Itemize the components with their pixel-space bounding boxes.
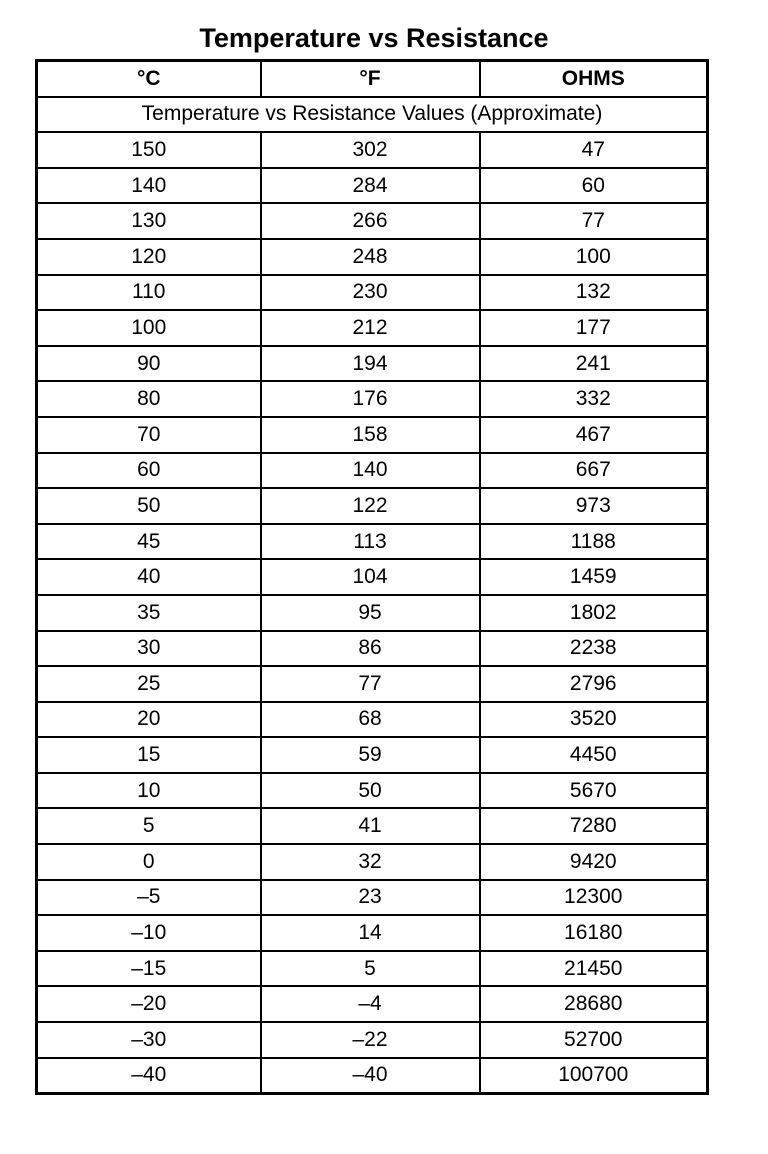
table-row [37, 595, 708, 631]
ohms-cell: 100700 [480, 1058, 708, 1094]
table-row [37, 666, 708, 702]
ohms-cell: 973 [480, 488, 708, 524]
table-row [37, 488, 708, 524]
ohms-cell: 332 [480, 381, 708, 417]
celsius-cell: 80 [37, 381, 261, 417]
celsius-cell: –30 [37, 1022, 261, 1058]
fahrenheit-cell: 266 [261, 203, 480, 239]
table-row [37, 524, 708, 560]
ohms-cell: 28680 [480, 986, 708, 1022]
page-title: Temperature vs Resistance [199, 23, 549, 53]
fahrenheit-cell: 14 [261, 915, 480, 951]
temperature-resistance-table [35, 59, 709, 1095]
fahrenheit-cell: 68 [261, 702, 480, 738]
celsius-cell: 140 [37, 168, 261, 204]
fahrenheit-cell: 5 [261, 951, 480, 987]
celsius-cell: 10 [37, 773, 261, 809]
celsius-cell: 25 [37, 666, 261, 702]
table-row [37, 203, 708, 239]
fahrenheit-cell: –22 [261, 1022, 480, 1058]
ohms-cell: 12300 [480, 880, 708, 916]
table-row [37, 737, 708, 773]
ohms-cell: 4450 [480, 737, 708, 773]
celsius-cell: 0 [37, 844, 261, 880]
ohms-cell: 1188 [480, 524, 708, 560]
table-row [37, 986, 708, 1022]
celsius-cell: 15 [37, 737, 261, 773]
table-row [37, 559, 708, 595]
ohms-cell: 3520 [480, 702, 708, 738]
ohms-cell: 52700 [480, 1022, 708, 1058]
fahrenheit-cell: 140 [261, 453, 480, 489]
table-row [37, 239, 708, 275]
table-row [37, 844, 708, 880]
celsius-cell: 20 [37, 702, 261, 738]
ohms-cell: 132 [480, 275, 708, 311]
table-row [37, 346, 708, 382]
ohms-cell: 1459 [480, 559, 708, 595]
ohms-cell: 100 [480, 239, 708, 275]
fahrenheit-cell: 77 [261, 666, 480, 702]
celsius-cell: 35 [37, 595, 261, 631]
table-row [37, 631, 708, 667]
ohms-cell: 47 [480, 132, 708, 168]
fahrenheit-cell: –40 [261, 1058, 480, 1094]
fahrenheit-cell: 194 [261, 346, 480, 382]
ohms-cell: 60 [480, 168, 708, 204]
table-row [37, 880, 708, 916]
celsius-cell: 40 [37, 559, 261, 595]
celsius-cell: –5 [37, 880, 261, 916]
ohms-cell: 21450 [480, 951, 708, 987]
celsius-cell: –40 [37, 1058, 261, 1094]
fahrenheit-cell: 32 [261, 844, 480, 880]
celsius-cell: 5 [37, 808, 261, 844]
celsius-cell: 45 [37, 524, 261, 560]
fahrenheit-cell: 86 [261, 631, 480, 667]
fahrenheit-cell: 113 [261, 524, 480, 560]
ohms-cell: 16180 [480, 915, 708, 951]
celsius-cell: –15 [37, 951, 261, 987]
ohms-cell: 1802 [480, 595, 708, 631]
celsius-cell: 70 [37, 417, 261, 453]
table-row [37, 1022, 708, 1058]
fahrenheit-cell: 23 [261, 880, 480, 916]
celsius-cell: 30 [37, 631, 261, 667]
table-row [37, 702, 708, 738]
ohms-cell: 2238 [480, 631, 708, 667]
column-header-fahrenheit: °F [261, 61, 480, 97]
celsius-cell: 130 [37, 203, 261, 239]
table-row [37, 132, 708, 168]
table-header-row [37, 61, 708, 97]
ohms-cell: 77 [480, 203, 708, 239]
table-subheader-row [37, 97, 708, 133]
column-header-ohms: OHMS [480, 61, 708, 97]
celsius-cell: 110 [37, 275, 261, 311]
table-row [37, 808, 708, 844]
celsius-cell: 120 [37, 239, 261, 275]
fahrenheit-cell: 104 [261, 559, 480, 595]
fahrenheit-cell: 59 [261, 737, 480, 773]
table-row [37, 381, 708, 417]
fahrenheit-cell: 230 [261, 275, 480, 311]
table-row [37, 168, 708, 204]
fahrenheit-cell: 248 [261, 239, 480, 275]
fahrenheit-cell: 41 [261, 808, 480, 844]
fahrenheit-cell: 284 [261, 168, 480, 204]
table-row [37, 453, 708, 489]
celsius-cell: 60 [37, 453, 261, 489]
ohms-cell: 2796 [480, 666, 708, 702]
ohms-cell: 467 [480, 417, 708, 453]
fahrenheit-cell: 176 [261, 381, 480, 417]
table-row [37, 951, 708, 987]
ohms-cell: 9420 [480, 844, 708, 880]
table-row [37, 417, 708, 453]
fahrenheit-cell: –4 [261, 986, 480, 1022]
ohms-cell: 241 [480, 346, 708, 382]
fahrenheit-cell: 95 [261, 595, 480, 631]
celsius-cell: 50 [37, 488, 261, 524]
table-row [37, 275, 708, 311]
column-header-celsius: °C [37, 61, 261, 97]
ohms-cell: 667 [480, 453, 708, 489]
celsius-cell: –20 [37, 986, 261, 1022]
table-row [37, 773, 708, 809]
fahrenheit-cell: 50 [261, 773, 480, 809]
ohms-cell: 177 [480, 310, 708, 346]
celsius-cell: 150 [37, 132, 261, 168]
fahrenheit-cell: 122 [261, 488, 480, 524]
celsius-cell: –10 [37, 915, 261, 951]
fahrenheit-cell: 158 [261, 417, 480, 453]
fahrenheit-cell: 212 [261, 310, 480, 346]
fahrenheit-cell: 302 [261, 132, 480, 168]
table-row [37, 915, 708, 951]
celsius-cell: 90 [37, 346, 261, 382]
ohms-cell: 7280 [480, 808, 708, 844]
table-row [37, 1058, 708, 1094]
ohms-cell: 5670 [480, 773, 708, 809]
celsius-cell: 100 [37, 310, 261, 346]
table-subheader: Temperature vs Resistance Values (Approximate) [37, 97, 708, 133]
table-row [37, 310, 708, 346]
